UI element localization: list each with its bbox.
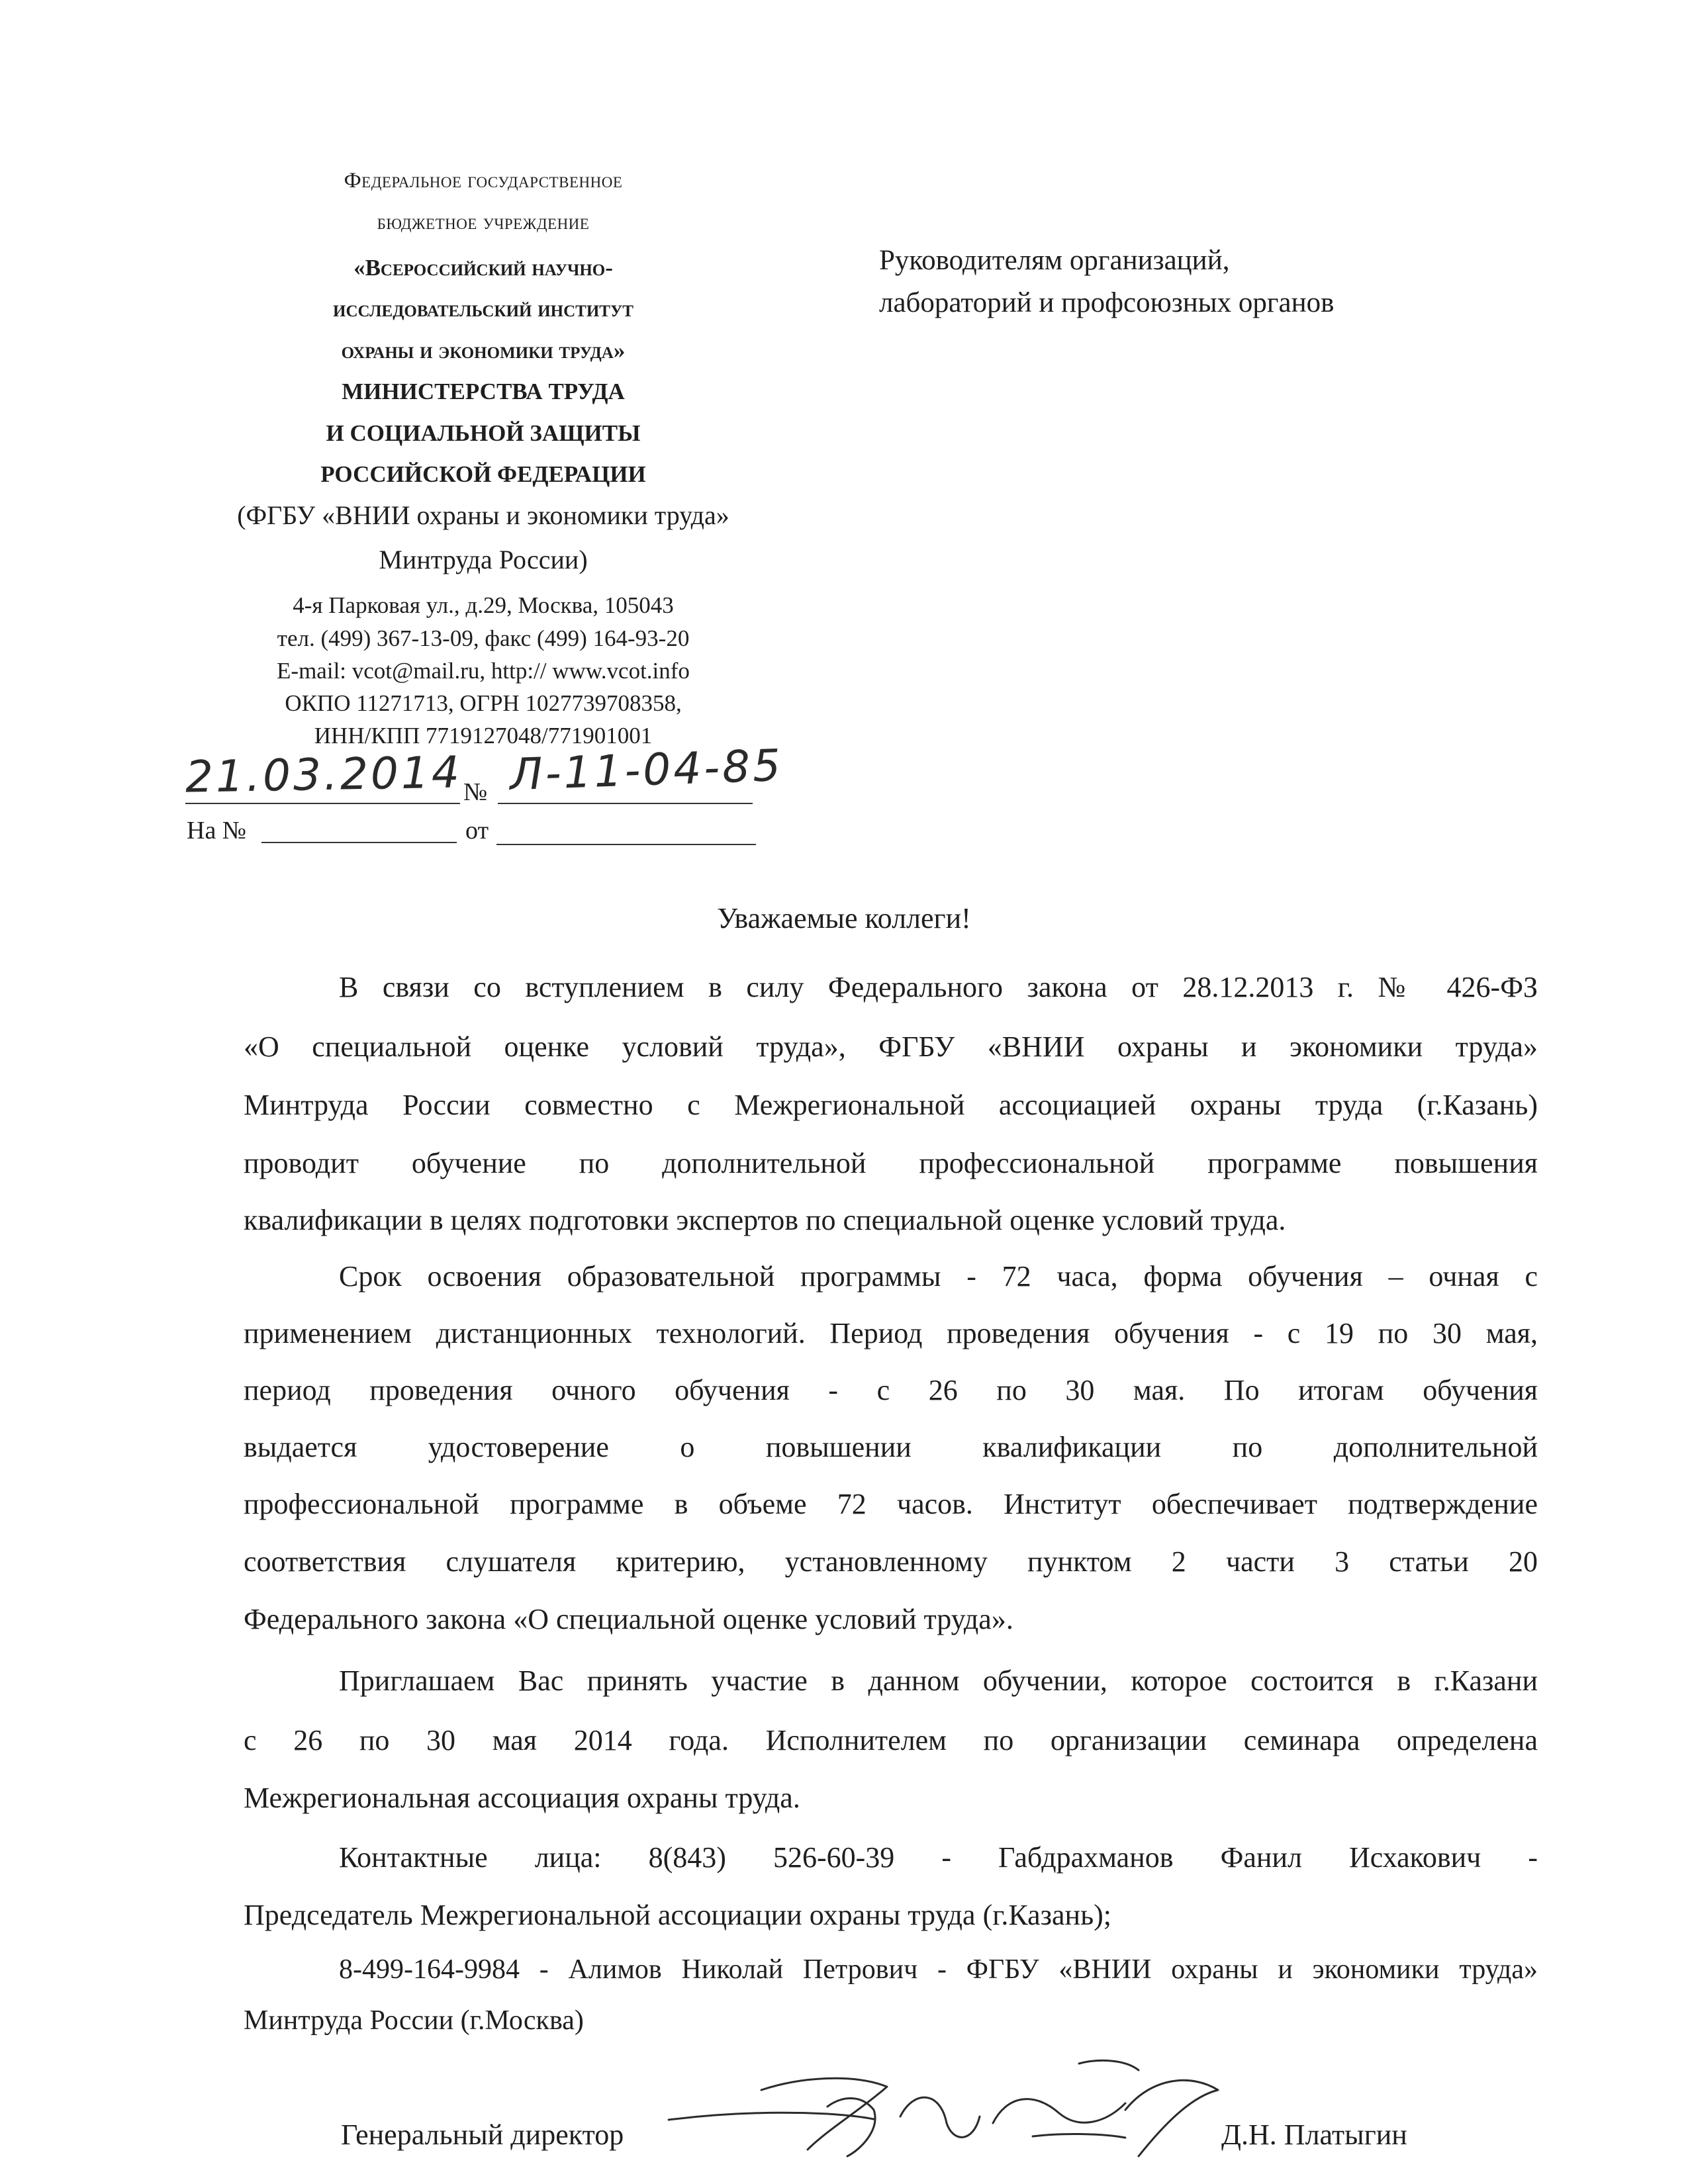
- letterhead-line: РОССИЙСКОЙ ФЕДЕРАЦИИ: [320, 461, 646, 487]
- addressee-line: лабораторий и профсоюзных органов: [879, 287, 1335, 318]
- number-underline: [498, 803, 753, 804]
- letterhead-line: Минтруда России): [379, 545, 588, 574]
- signatory-name: Д.Н. Платыгин: [1221, 2118, 1407, 2151]
- letterhead-contact: ИНН/КПП 7719127048/771901001: [314, 723, 653, 749]
- handwritten-date: 21.03.2014: [185, 747, 463, 803]
- letterhead-contact: E-mail: vcot@mail.ru, http:// www.vcot.info: [277, 658, 690, 684]
- body-line: соответствия слушателя критерию, установленному пунктом 2 части 3 статьи 20: [244, 1545, 1538, 1578]
- body-line: Контактные лица: 8(843) 526-60-39 - Габдрахманов Фанил Исхакович -: [339, 1841, 1538, 1874]
- from-underline: [496, 844, 756, 845]
- body-line: профессиональной программе в объеме 72 часов. Институт обеспечивает подтверждение: [244, 1488, 1538, 1520]
- letterhead-contact: ОКПО 11271713, ОГРН 1027739708358,: [285, 690, 682, 716]
- body-line: период проведения очного обучения - с 26 по 30 мая. По итогам обучения: [244, 1374, 1538, 1406]
- from-label: от: [465, 817, 489, 844]
- body-line: квалификации в целях подготовки экспертов по специальной оценке условий труда.: [244, 1204, 1286, 1236]
- letterhead-contact: 4-я Парковая ул., д.29, Москва, 105043: [293, 592, 674, 618]
- body-line: В связи со вступлением в силу Федерального закона от 28.12.2013 г. № 426-ФЗ: [339, 971, 1538, 1003]
- letterhead-line: бюджетное учреждение: [377, 210, 590, 234]
- letterhead-line: МИНИСТЕРСТВА ТРУДА: [342, 379, 625, 404]
- letterhead-line: (ФГБУ «ВНИИ охраны и экономики труда»: [237, 500, 729, 530]
- body-line: Межрегиональная ассоциация охраны труда.: [244, 1782, 800, 1814]
- date-underline: [185, 803, 460, 804]
- body-line: Срок освоения образовательной программы - 72 часа, форма обучения – очная с: [339, 1260, 1538, 1293]
- reply-label: На №: [187, 817, 247, 844]
- body-line: проводит обучение по дополнительной профессиональной программе повышения: [244, 1147, 1538, 1179]
- body-line: Председатель Межрегиональной ассоциации охраны труда (г.Казань);: [244, 1899, 1112, 1931]
- body-line: Минтруда России (г.Москва): [244, 2005, 584, 2036]
- letterhead-line: «Всероссийский научно-: [353, 255, 613, 281]
- signatory-title: Генеральный директор: [341, 2118, 624, 2151]
- reply-underline: [261, 842, 457, 843]
- letterhead-line: охраны и экономики труда»: [341, 338, 626, 363]
- letterhead-line: И СОЦИАЛЬНОЙ ЗАЩИТЫ: [326, 420, 641, 446]
- letterhead-contact: тел. (499) 367-13-09, факс (499) 164-93-20: [277, 625, 690, 651]
- number-label: №: [463, 778, 488, 806]
- addressee: [879, 240, 1334, 324]
- body-line: применением дистанционных технологий. Период проведения обучения - с 19 по 30 мая,: [244, 1317, 1538, 1349]
- handwritten-number: Л-11-04-85: [508, 739, 784, 801]
- letterhead-line: Федеральное государственное: [344, 169, 623, 193]
- addressee-line: Руководителям организаций,: [879, 245, 1230, 276]
- body-line: выдается удостоверение о повышении квалификации по дополнительной: [244, 1431, 1538, 1463]
- body-line: Приглашаем Вас принять участие в данном обучении, которое состоится в г.Казани: [339, 1664, 1538, 1697]
- body-line: 8-499-164-9984 - Алимов Николай Петрович - ФГБУ «ВНИИ охраны и экономики труда»: [339, 1954, 1538, 1985]
- letterhead-line: исследовательский институт: [333, 296, 633, 322]
- body-line: «О специальной оценке условий труда», ФГБУ «ВНИИ охраны и экономики труда»: [244, 1030, 1538, 1063]
- handwritten-signature: [662, 2050, 1231, 2163]
- salutation: Уважаемые коллеги!: [717, 902, 971, 934]
- body-line: Федерального закона «О специальной оценке условий труда».: [244, 1603, 1013, 1635]
- body-line: Минтруда России совместно с Межрегиональной ассоциацией охраны труда (г.Казань): [244, 1089, 1538, 1121]
- body-line: с 26 по 30 мая 2014 года. Исполнителем по организации семинара определена: [244, 1724, 1538, 1756]
